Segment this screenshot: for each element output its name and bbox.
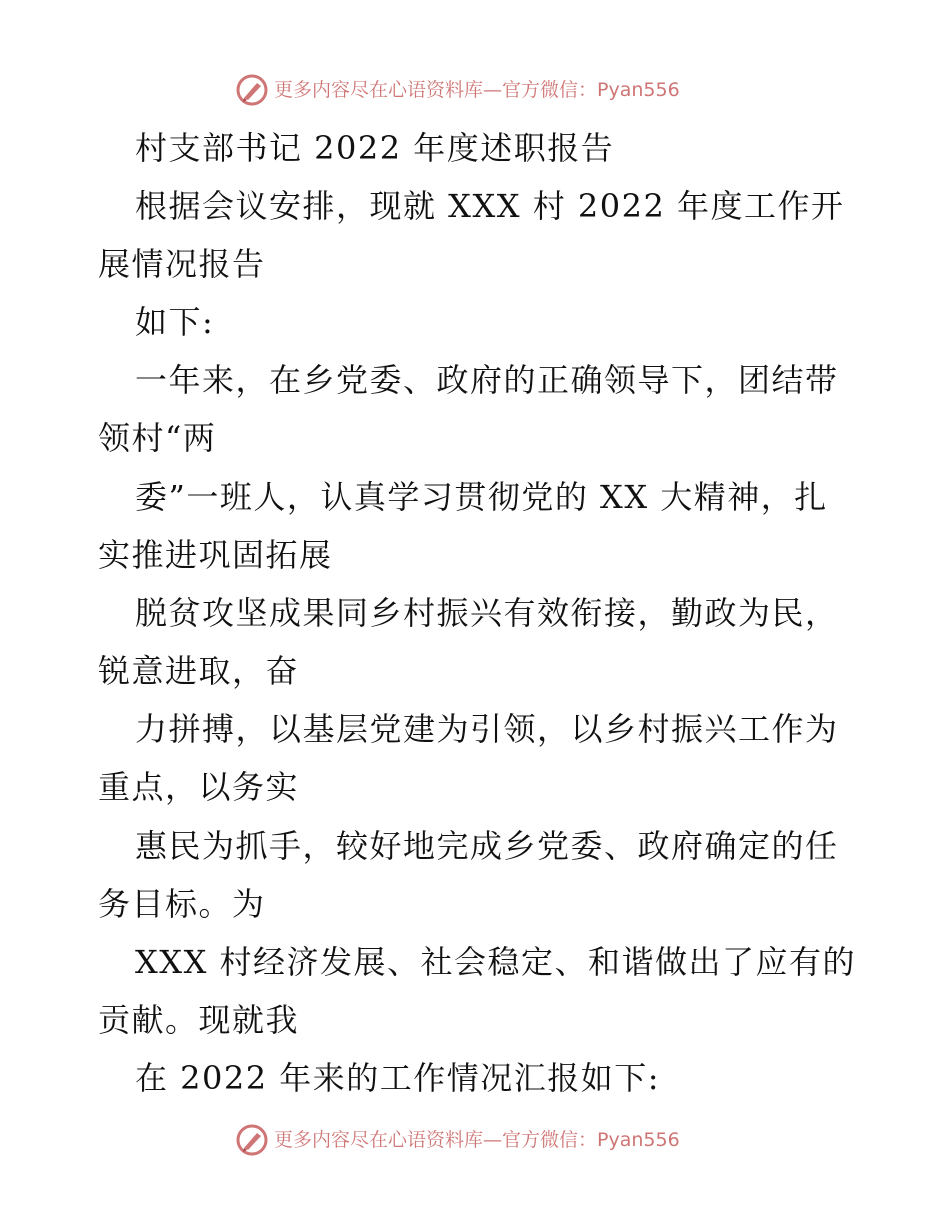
paragraph-line: 重点，以务实 <box>98 768 300 806</box>
paragraph-line: XXX 村经济发展、社会稳定、和谐做出了应有的 <box>135 943 857 981</box>
paragraph-line: 实推进巩固拓展 <box>98 536 333 574</box>
pen-circle-logo-icon <box>235 73 269 107</box>
paragraph-line: 贡献。现就我 <box>98 1001 300 1039</box>
pen-circle-logo-icon <box>235 1123 269 1157</box>
paragraph-line: 务目标。为 <box>98 885 266 923</box>
paragraph-line: 力拼搏，以基层党建为引领，以乡村振兴工作为 <box>135 710 839 748</box>
watermark-text: 更多内容尽在心语资料库—官方微信：Pyan556 <box>274 79 680 101</box>
paragraph-line: 一年来，在乡党委、政府的正确领导下，团结带 <box>135 361 839 399</box>
paragraph-line: 在 2022 年来的工作情况汇报如下: <box>135 1059 661 1097</box>
paragraph-line: 惠民为抓手，较好地完成乡党委、政府确定的任 <box>135 827 839 865</box>
paragraph-line: 领村“两 <box>98 419 217 457</box>
paragraph-line: 委”一班人，认真学习贯彻党的 XX 大精神，扎 <box>135 478 828 516</box>
watermark-text: 更多内容尽在心语资料库—官方微信：Pyan556 <box>274 1129 680 1151</box>
paragraph-line: 根据会议安排，现就 XXX 村 2022 年度工作开 <box>135 187 845 225</box>
paragraph-line: 锐意进取，奋 <box>98 652 300 690</box>
paragraph-line: 脱贫攻坚成果同乡村振兴有效衔接，勤政为民， <box>135 594 839 632</box>
watermark-footer <box>0 1123 950 1157</box>
watermark-header <box>0 73 950 107</box>
paragraph-line: 展情况报告 <box>98 245 266 283</box>
paragraph-line: 如下: <box>135 303 215 341</box>
document-title: 村支部书记 2022 年度述职报告 <box>135 129 615 167</box>
